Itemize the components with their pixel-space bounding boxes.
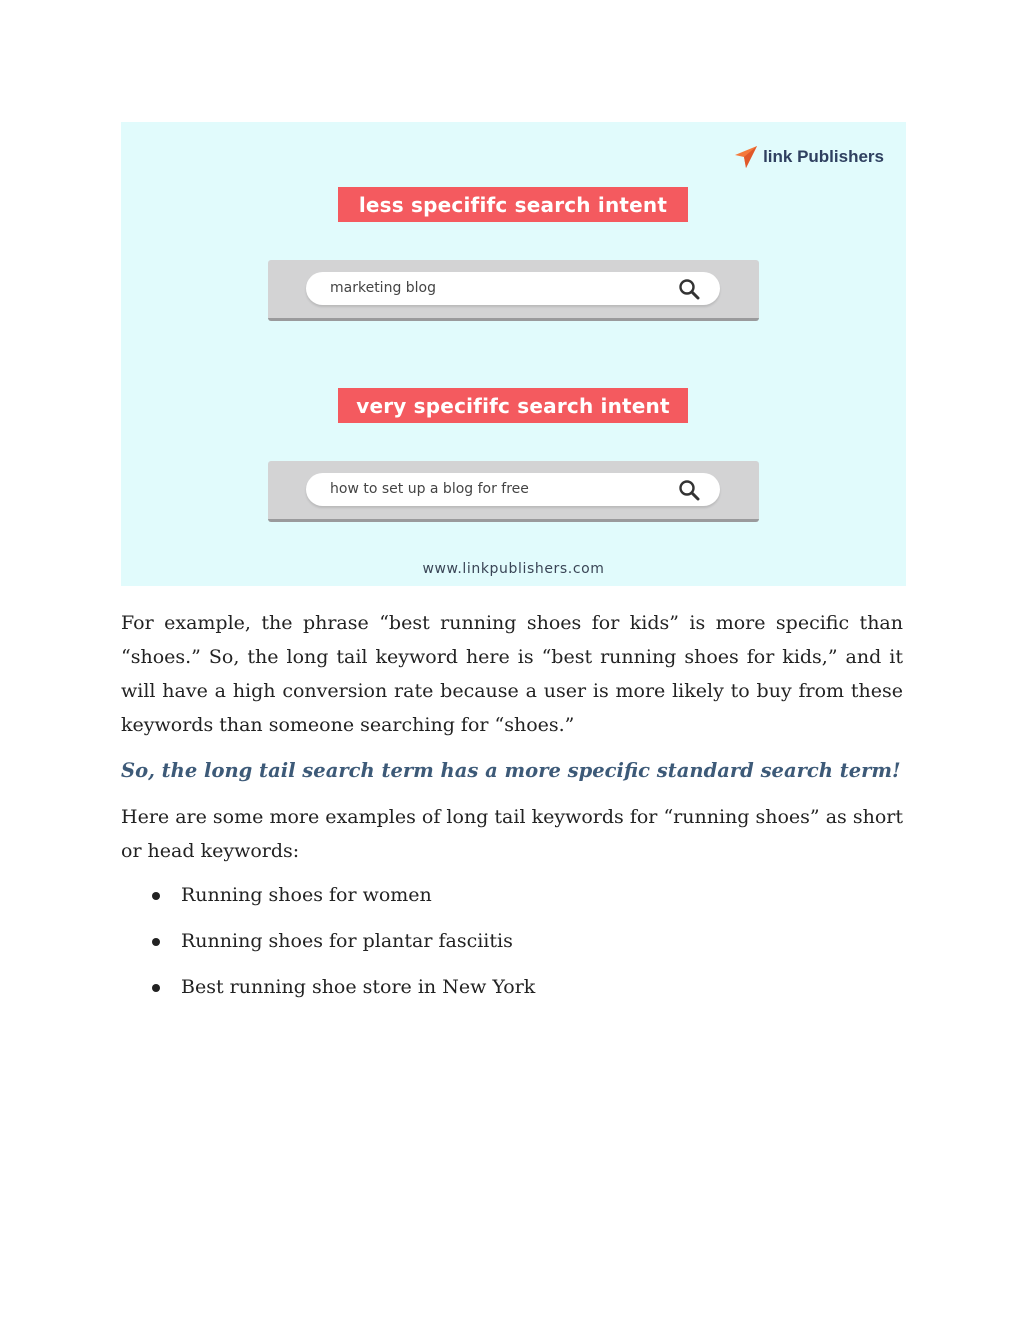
less-specific-tag: less specififc search intent xyxy=(338,187,688,222)
search-box-less-specific xyxy=(306,272,720,305)
paragraph-examples-intro: Here are some more examples of long tail keywords for “running shoes” as short or head keywords: xyxy=(121,806,903,862)
bullet-icon xyxy=(152,984,160,992)
list-item xyxy=(121,926,903,956)
keyword-list xyxy=(121,880,903,1002)
list-item-text: Running shoes for plantar fasciitis xyxy=(181,930,513,952)
list-item-text: Best running shoe store in New York xyxy=(181,976,536,998)
article-body xyxy=(121,606,903,1018)
search-bar-background xyxy=(268,461,759,522)
search-bar-background xyxy=(268,260,759,321)
paper-plane-icon xyxy=(733,144,759,170)
very-specific-tag: very specififc search intent xyxy=(338,388,688,423)
list-item xyxy=(121,880,903,910)
highlight-statement: So, the long tail search term has a more specific standard search term! xyxy=(121,759,901,782)
infographic-image xyxy=(121,122,906,586)
website-url: www.linkpublishers.com xyxy=(422,561,605,577)
list-item xyxy=(121,972,903,1002)
search-box-very-specific xyxy=(306,473,720,506)
link-publishers-logo xyxy=(733,144,884,170)
search-query-text: marketing blog xyxy=(330,280,437,296)
logo-text: link Publishers xyxy=(763,147,884,166)
search-query-text: how to set up a blog for free xyxy=(330,481,529,497)
search-icon xyxy=(678,479,700,501)
bullet-icon xyxy=(152,892,160,900)
paragraph-example: For example, the phrase “best running shoes for kids” is more specific than “shoes.” So, the long tail keyword here is “best running shoes for kids,” and it will have a high conversion rate because a user is more likely to buy from these keywords than someone searching for “shoes.” xyxy=(121,612,903,736)
search-icon xyxy=(678,278,700,300)
bullet-icon xyxy=(152,938,160,946)
list-item-text: Running shoes for women xyxy=(181,884,432,906)
